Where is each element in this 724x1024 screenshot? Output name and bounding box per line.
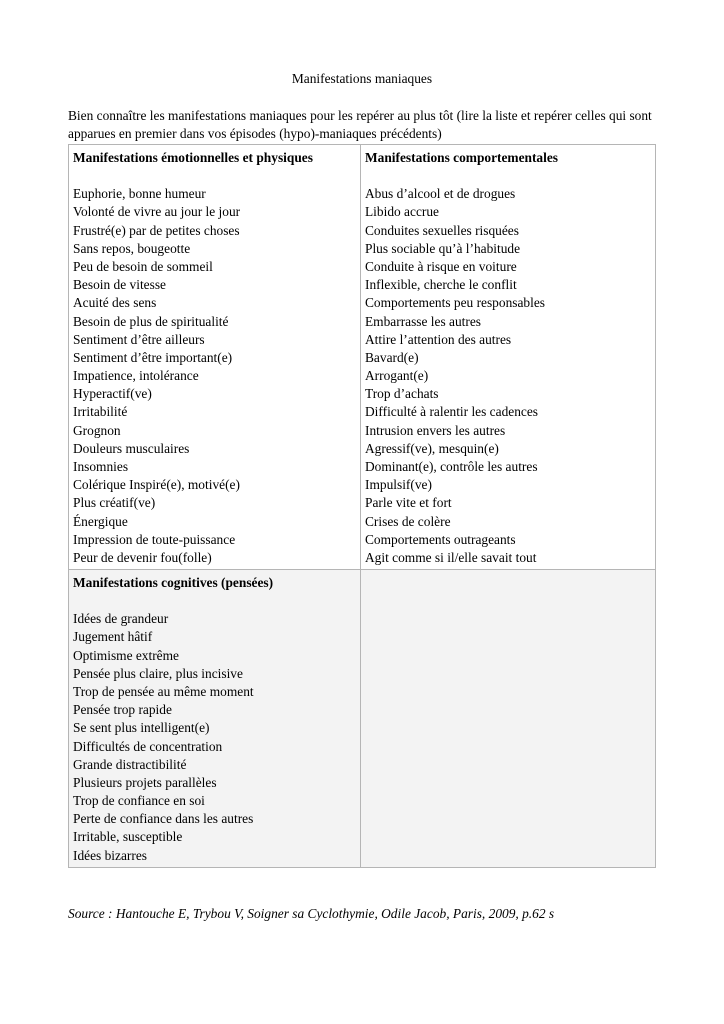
list-item: Idées de grandeur bbox=[73, 611, 169, 627]
page-title: Manifestations maniaques bbox=[291, 71, 433, 86]
list-item: Acuité des sens bbox=[73, 295, 157, 311]
list-item: Intrusion envers les autres bbox=[365, 422, 506, 438]
list-item: Comportements peu responsables bbox=[365, 295, 545, 311]
cognitive-list bbox=[73, 610, 360, 865]
list-item: Euphorie, bonne humeur bbox=[73, 186, 206, 202]
empty-cell bbox=[361, 570, 655, 867]
list-item: Irritabilité bbox=[73, 404, 128, 420]
list-item: Impatience, intolérance bbox=[73, 368, 199, 384]
list-item: Impression de toute-puissance bbox=[73, 531, 236, 547]
manifestations-table bbox=[68, 144, 656, 868]
list-item: Peur de devenir fou(folle) bbox=[73, 549, 212, 565]
list-item: Agressif(ve), mesquin(e) bbox=[365, 440, 499, 456]
list-item: Jugement hâtif bbox=[73, 629, 153, 645]
emotional-physical-cell bbox=[69, 145, 361, 570]
list-item: Volonté de vivre au jour le jour bbox=[73, 204, 241, 220]
cognitive-heading: Manifestations cognitives (pensées) bbox=[73, 575, 274, 590]
list-item: Plus créatif(ve) bbox=[73, 495, 156, 511]
behavioral-cell bbox=[361, 145, 655, 570]
list-item: Crises de colère bbox=[365, 513, 451, 529]
list-item: Douleurs musculaires bbox=[73, 440, 190, 456]
list-item: Sentiment d’être important(e) bbox=[73, 349, 233, 365]
list-item: Arrogant(e) bbox=[365, 368, 429, 384]
list-item: Pensée trop rapide bbox=[73, 702, 172, 718]
emotional-physical-heading: Manifestations émotionnelles et physiques bbox=[73, 150, 313, 165]
list-item: Peu de besoin de sommeil bbox=[73, 258, 213, 274]
behavioral-heading: Manifestations comportementales bbox=[365, 150, 559, 165]
list-item: Conduites sexuelles risquées bbox=[365, 222, 519, 238]
list-item: Impulsif(ve) bbox=[365, 477, 432, 493]
list-item: Hyperactif(ve) bbox=[73, 386, 152, 402]
list-item: Besoin de plus de spiritualité bbox=[73, 313, 229, 329]
list-item: Trop de pensée au même moment bbox=[73, 683, 254, 699]
list-item: Frustré(e) par de petites choses bbox=[73, 222, 240, 238]
list-item: Idées bizarres bbox=[73, 847, 147, 863]
list-item: Abus d’alcool et de drogues bbox=[365, 186, 516, 202]
list-item: Comportements outrageants bbox=[365, 531, 516, 547]
list-item: Grande distractibilité bbox=[73, 756, 187, 772]
list-item: Dominant(e), contrôle les autres bbox=[365, 459, 538, 475]
list-item: Grognon bbox=[73, 422, 121, 438]
list-item: Trop de confiance en soi bbox=[73, 793, 205, 809]
list-item: Pensée plus claire, plus incisive bbox=[73, 665, 243, 681]
list-item: Sans repos, bougeotte bbox=[73, 240, 191, 256]
list-item: Attire l’attention des autres bbox=[365, 331, 512, 347]
list-item: Plusieurs projets parallèles bbox=[73, 774, 217, 790]
list-item: Difficultés de concentration bbox=[73, 738, 223, 754]
list-item: Optimisme extrême bbox=[73, 647, 179, 663]
list-item: Inflexible, cherche le conflit bbox=[365, 277, 517, 293]
emotional-physical-list bbox=[73, 185, 360, 567]
list-item: Conduite à risque en voiture bbox=[365, 258, 517, 274]
list-item: Bavard(e) bbox=[365, 349, 419, 365]
list-item: Se sent plus intelligent(e) bbox=[73, 720, 210, 736]
list-item: Plus sociable qu’à l’habitude bbox=[365, 240, 521, 256]
list-item: Énergique bbox=[73, 513, 128, 529]
list-item: Perte de confiance dans les autres bbox=[73, 811, 254, 827]
list-item: Colérique Inspiré(e), motivé(e) bbox=[73, 477, 240, 493]
list-item: Difficulté à ralentir les cadences bbox=[365, 404, 538, 420]
cognitive-cell bbox=[69, 570, 361, 867]
behavioral-list bbox=[365, 185, 655, 567]
list-item: Embarrasse les autres bbox=[365, 313, 482, 329]
list-item: Insomnies bbox=[73, 459, 129, 475]
list-item: Sentiment d’être ailleurs bbox=[73, 331, 205, 347]
list-item: Trop d’achats bbox=[365, 386, 439, 402]
list-item: Besoin de vitesse bbox=[73, 277, 166, 293]
intro-paragraph: Bien connaître les manifestations maniaques pour les repérer au plus tôt (lire la liste et repérer celles qui sont apparues en premier dans vos épisodes (hypo)-maniaques précédents) bbox=[68, 108, 652, 141]
list-item: Agit comme si il/elle savait tout bbox=[365, 549, 537, 565]
list-item: Parle vite et fort bbox=[365, 495, 452, 511]
source-citation: Source : Hantouche E, Trybou V, Soigner sa Cyclothymie, Odile Jacob, Paris, 2009, p.62 s bbox=[68, 906, 555, 921]
list-item: Irritable, susceptible bbox=[73, 829, 183, 845]
list-item: Libido accrue bbox=[365, 204, 439, 220]
